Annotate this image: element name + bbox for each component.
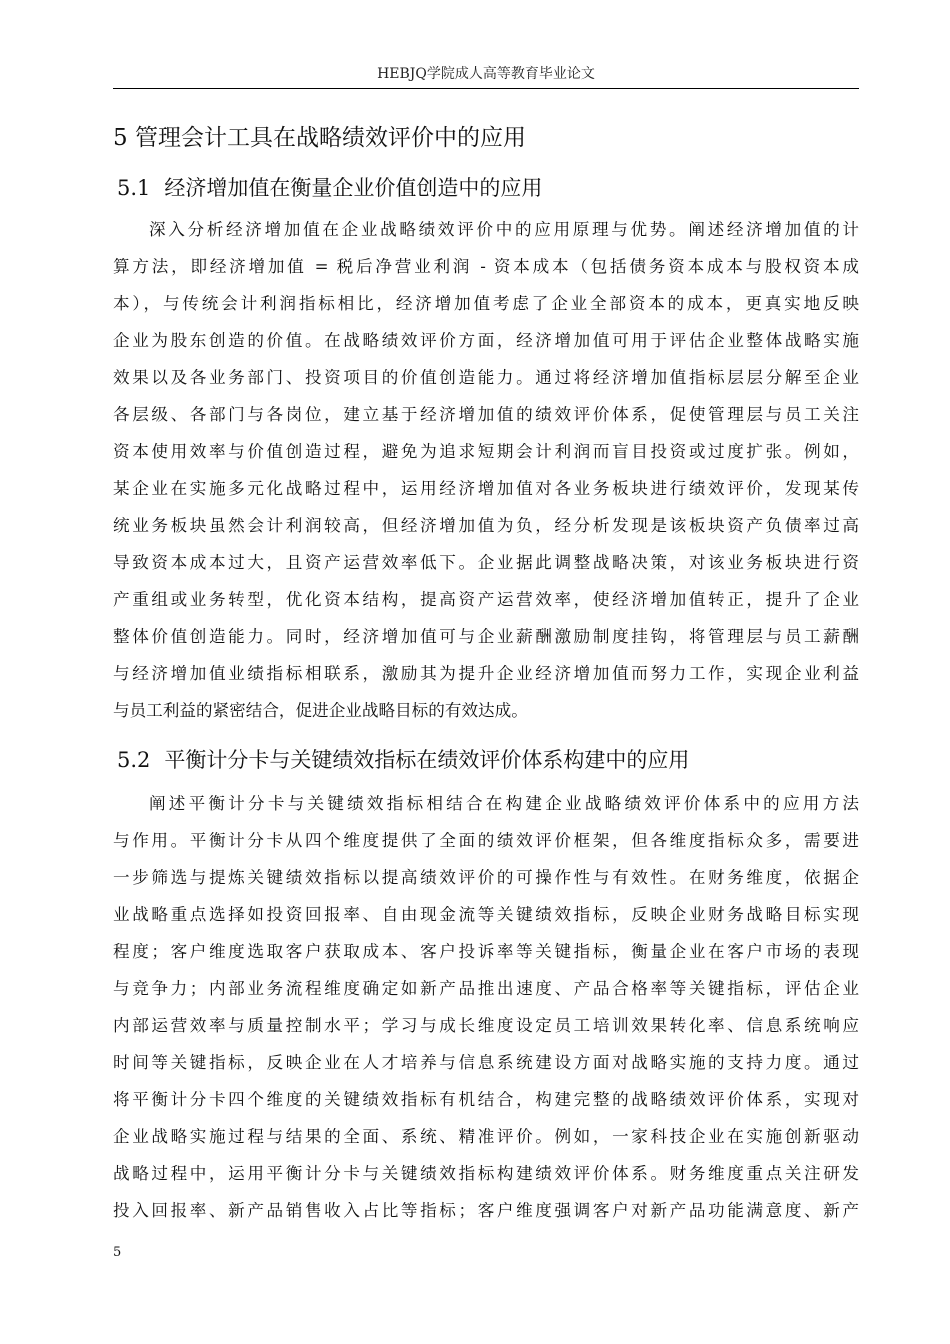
text-line: 时间等关键指标，反映企业在人才培养与信息系统建设方面对战略实施的支持力度。通过 bbox=[113, 1053, 859, 1072]
text-line: 企业战略实施过程与结果的全面、系统、精准评价。例如，一家科技企业在实施创新驱动 bbox=[113, 1127, 859, 1146]
text-line: 算方法，即经济增加值 = 税后净营业利润 - 资本成本（包括债务资本成本与股权资本成 bbox=[113, 257, 859, 276]
section-title: 平衡计分卡与关键绩效指标在绩效评价体系构建中的应用 bbox=[164, 748, 690, 772]
section-number: 5.2 bbox=[117, 748, 151, 772]
section-heading-5-2 bbox=[117, 745, 689, 775]
text-line: 某企业在实施多元化战略过程中，运用经济增加值对各业务板块进行绩效评价，发现某传 bbox=[113, 479, 859, 498]
text-line: 战略过程中，运用平衡计分卡与关键绩效指标构建绩效评价体系。财务维度重点关注研发 bbox=[113, 1164, 859, 1183]
chapter-title: 5 管理会计工具在战略绩效评价中的应用 bbox=[113, 125, 526, 151]
text-line: 各层级、各部门与各岗位，建立基于经济增加值的绩效评价体系，促使管理层与员工关注 bbox=[113, 405, 859, 424]
section-number: 5.1 bbox=[117, 176, 151, 200]
text-line: 产重组或业务转型，优化资本结构，提高资产运营效率，使经济增加值转正，提升了企业 bbox=[113, 590, 859, 609]
section-title: 经济增加值在衡量企业价值创造中的应用 bbox=[164, 176, 543, 200]
running-header: HEBJQ学院成人高等教育毕业论文 bbox=[377, 66, 595, 82]
section-heading-5-1 bbox=[117, 173, 542, 203]
text-line: 与作用。平衡计分卡从四个维度提供了全面的绩效评价框架，但各维度指标众多，需要进 bbox=[113, 831, 859, 850]
text-line: 与员工利益的紧密结合，促进企业战略目标的有效达成。 bbox=[113, 701, 528, 720]
text-line: 与经济增加值业绩指标相联系，激励其为提升企业经济增加值而努力工作，实现企业利益 bbox=[113, 664, 859, 683]
text-line: 深入分析经济增加值在企业战略绩效评价中的应用原理与优势。阐述经济增加值的计 bbox=[149, 220, 859, 239]
text-line: 将平衡计分卡四个维度的关键绩效指标有机结合，构建完整的战略绩效评价体系，实现对 bbox=[113, 1090, 859, 1109]
header-rule bbox=[113, 88, 859, 89]
text-line: 统业务板块虽然会计利润较高，但经济增加值为负，经分析发现是该板块资产负债率过高 bbox=[113, 516, 859, 535]
text-line: 导致资本成本过大，且资产运营效率低下。企业据此调整战略决策，对该业务板块进行资 bbox=[113, 553, 859, 572]
text-line: 投入回报率、新产品销售收入占比等指标；客户维度强调客户对新产品功能满意度、新产 bbox=[113, 1201, 859, 1220]
text-line: 效果以及各业务部门、投资项目的价值创造能力。通过将经济增加值指标层层分解至企业 bbox=[113, 368, 859, 387]
text-line: 阐述平衡计分卡与关键绩效指标相结合在构建企业战略绩效评价体系中的应用方法 bbox=[149, 794, 859, 813]
text-line: 业战略重点选择如投资回报率、自由现金流等关键绩效指标，反映企业财务战略目标实现 bbox=[113, 905, 859, 924]
page-number: 5 bbox=[113, 1245, 122, 1260]
text-line: 一步筛选与提炼关键绩效指标以提高绩效评价的可操作性与有效性。在财务维度，依据企 bbox=[113, 868, 859, 887]
text-line: 程度；客户维度选取客户获取成本、客户投诉率等关键指标，衡量企业在客户市场的表现 bbox=[113, 942, 859, 961]
text-line: 整体价值创造能力。同时，经济增加值可与企业薪酬激励制度挂钩，将管理层与员工薪酬 bbox=[113, 627, 859, 646]
paragraph-section-5-2 bbox=[113, 785, 859, 1229]
text-line: 资本使用效率与价值创造过程，避免为追求短期会计利润而盲目投资或过度扩张。例如， bbox=[113, 442, 859, 461]
paragraph-section-5-1 bbox=[113, 211, 859, 729]
text-line: 本），与传统会计利润指标相比，经济增加值考虑了企业全部资本的成本，更真实地反映 bbox=[113, 294, 859, 313]
text-line: 与竞争力；内部业务流程维度确定如新产品推出速度、产品合格率等关键指标，评估企业 bbox=[113, 979, 859, 998]
text-line: 企业为股东创造的价值。在战略绩效评价方面，经济增加值可用于评估企业整体战略实施 bbox=[113, 331, 859, 350]
text-line: 内部运营效率与质量控制水平；学习与成长维度设定员工培训效果转化率、信息系统响应 bbox=[113, 1016, 859, 1035]
